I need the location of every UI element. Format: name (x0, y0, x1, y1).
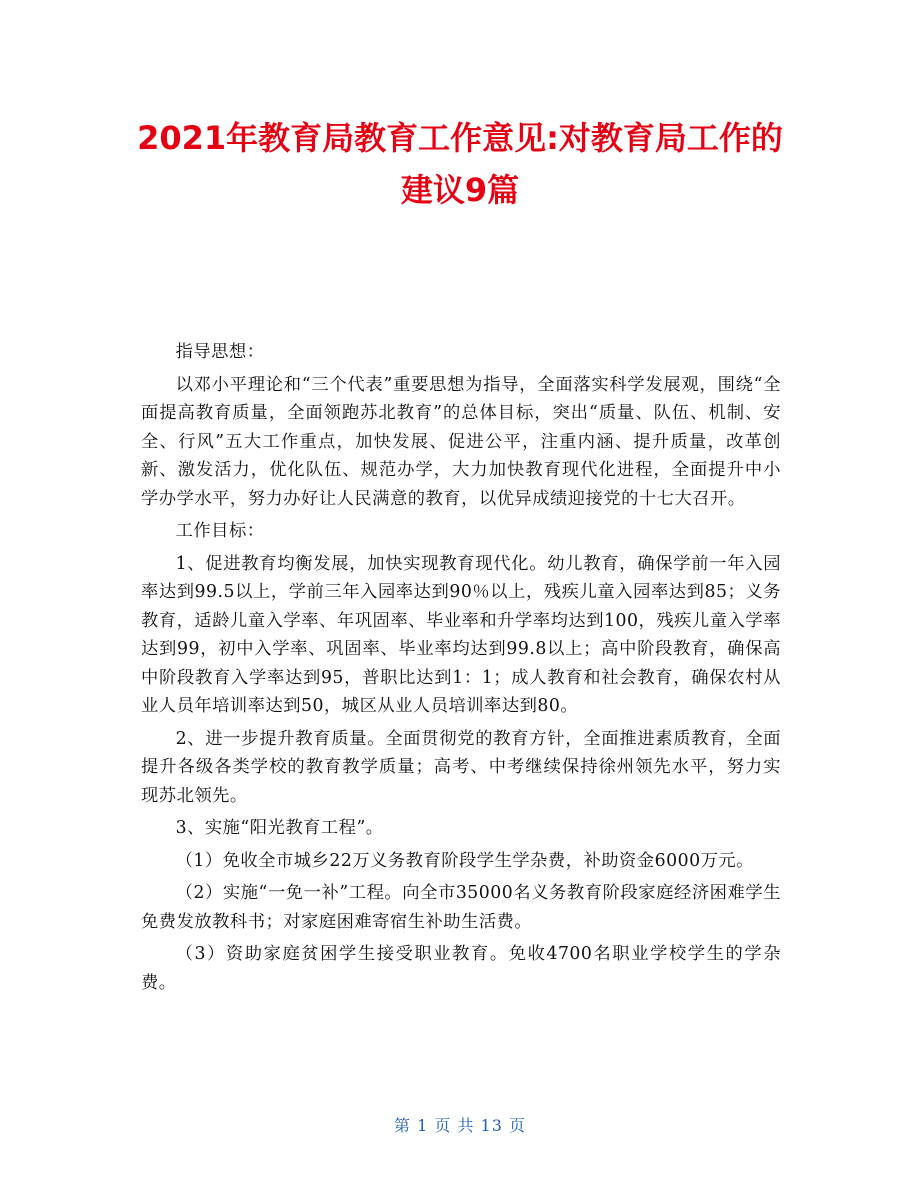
document-title: 2021年教育局教育工作意见:对教育局工作的建议9篇 (137, 119, 783, 209)
paragraph-goal-3-item-3: （3）资助家庭贫困学生接受职业教育。免收4700名职业学校学生的学杂费。 (141, 944, 781, 993)
paragraph-goal-3-item-1: （1）免收全市城乡22万义务教育阶段学生学杂费，补助资金6000万元。 (175, 850, 754, 871)
paragraph-work-goals-heading: 工作目标： (175, 521, 265, 541)
paragraph-goal-1: 1、促进教育均衡发展，加快实现教育现代化。幼儿教育，确保学前一年入园率达到99.5以上，学前三年入园率达到90％以上，残疾儿童入园率达到85；义务教育，适龄儿童入学率、年巩固率、毕业率和升学率均达到100，残疾儿童入学率达到99，初中入学率、巩固率、毕业率均达到99.8以上；高中阶段教育，确保高中阶段教育入学率达到95，普职比达到1：1；成人教育和社会教育，确保农村从业人员年培训率达到50，城区从业人员培训率达到80。 (141, 553, 781, 716)
paragraph-guiding-ideology: 以邓小平理论和“三个代表”重要思想为指导，全面落实科学发展观，围绕“全面提高教育质量，全面领跑苏北教育”的总体目标，突出“质量、队伍、机制、安全、行风”五大工作重点，加快发展、促进公平，注重内涵、提升质量，改革创新、激发活力，优化队伍、规范办学，大力加快教育现代化进程，全面提升中小学办学水平，努力办好让人民满意的教育，以优异成绩迎接党的十七大召开。 (141, 374, 781, 509)
paragraph-goal-3-item-2: （2）实施“一免一补”工程。向全市35000名义务教育阶段家庭经济困难学生免费发放教科书；对家庭困难寄宿生补助生活费。 (141, 883, 781, 932)
paragraph-guiding-ideology-heading: 指导思想： (175, 342, 265, 362)
page-number-footer: 第 1 页 共 13 页 (394, 1116, 526, 1135)
document-body (141, 338, 781, 997)
paragraph-goal-2: 2、进一步提升教育质量。全面贯彻党的教育方针，全面推进素质教育，全面提升各级各类学校的教育教学质量；高考、中考继续保持徐州领先水平，努力实现苏北领先。 (141, 728, 781, 806)
paragraph-goal-3: 3、实施“阳光教育工程”。 (175, 818, 384, 838)
